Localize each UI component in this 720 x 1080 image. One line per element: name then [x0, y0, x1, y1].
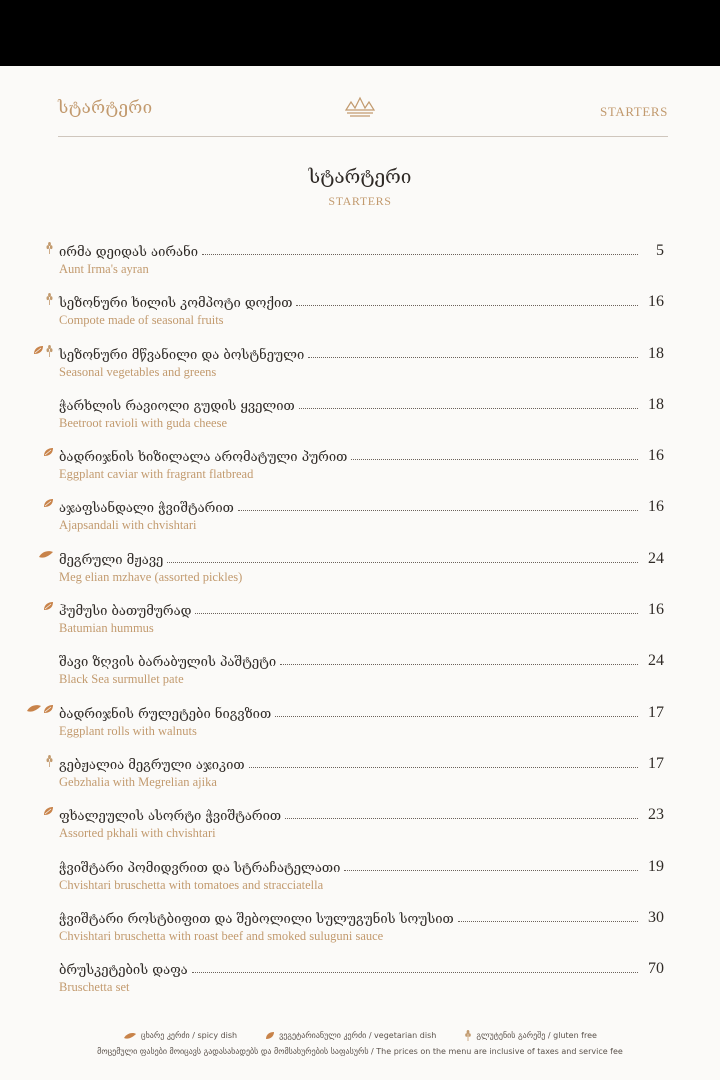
- legend-spicy: [123, 1031, 237, 1040]
- dish-name-en: Compote made of seasonal fruits: [59, 313, 224, 328]
- dot-leader: [308, 357, 638, 358]
- dish-line: [59, 494, 664, 516]
- dish-name-en: Eggplant caviar with fragrant flatbread: [59, 467, 254, 482]
- dish-line: [59, 289, 664, 311]
- legend: [0, 1030, 720, 1041]
- header-title-ka: სტარტერი: [58, 98, 153, 118]
- vegetarian-leaf-icon: [265, 1031, 275, 1040]
- menu-item: [0, 392, 720, 443]
- dot-leader: [202, 254, 638, 255]
- spicy-pepper-icon: [123, 1032, 137, 1040]
- spicy-pepper-icon: [38, 550, 54, 559]
- menu-item: [0, 956, 720, 1007]
- price-note: მოცემული ფასები მოიცავს გადასახადებს და მომსახურების საფასურს / The prices on the menu are inclusive of taxes and service fee: [97, 1047, 623, 1056]
- dish-name-ka: ჰუმუსი ბათუმურად: [59, 604, 192, 620]
- dish-icons: [45, 242, 54, 254]
- section-title-ka: სტარტერი: [308, 166, 412, 188]
- wheat-icon: [45, 242, 54, 254]
- dot-leader: [351, 459, 638, 460]
- dish-name-en: Chvishtari bruschetta with tomatoes and stracciatella: [59, 877, 324, 892]
- dish-name-en: Chvishtari bruschetta with roast beef and smoked suluguni sauce: [59, 928, 384, 943]
- dot-leader: [285, 818, 638, 819]
- section-title-en: STARTERS: [328, 194, 392, 208]
- dish-price: 18: [648, 395, 664, 413]
- menu-list: [0, 238, 720, 1007]
- vegetarian-leaf-icon: [43, 806, 54, 816]
- dot-leader: [238, 510, 638, 511]
- dish-line: [59, 854, 664, 876]
- dot-leader: [344, 870, 638, 871]
- dish-price: 16: [648, 293, 664, 311]
- menu-item: [0, 546, 720, 597]
- legend-vegetarian: [265, 1031, 436, 1040]
- dish-name-en: Gebzhalia with Megrelian ajika: [59, 774, 217, 789]
- dish-name-ka: ბადრიჯნის რულეტები ნიგვზით: [59, 706, 272, 722]
- dot-leader: [195, 613, 638, 614]
- menu-item: [0, 238, 720, 289]
- menu-item: [0, 648, 720, 699]
- dish-price: 18: [648, 344, 664, 362]
- dish-price: 16: [648, 447, 664, 465]
- dish-price: 16: [648, 498, 664, 516]
- dot-leader: [249, 767, 638, 768]
- page-header: [58, 88, 668, 137]
- wheat-icon: [464, 1030, 472, 1041]
- dish-line: [59, 700, 664, 722]
- dish-price: 23: [648, 806, 664, 824]
- dish-icons: [43, 447, 54, 457]
- wheat-icon: [45, 293, 54, 305]
- dot-leader: [275, 716, 638, 717]
- menu-item: [0, 443, 720, 494]
- dish-name-ka: სეზონური ხილის კომპოტი დოქით: [59, 296, 293, 312]
- dish-name-en: Beetroot ravioli with guda cheese: [59, 415, 227, 430]
- dish-price: 30: [648, 908, 664, 926]
- dish-line: [59, 751, 664, 773]
- dish-icons: [43, 498, 54, 508]
- dish-name-ka: ფხალეულის ასორტი ჭვიშტარით: [59, 809, 282, 825]
- dish-name-ka: სეზონური მწვანილი და ბოსტნეული: [59, 347, 305, 363]
- dish-name-ka: ბადრიჯნის ხიზილალა არომატული პურით: [59, 450, 348, 466]
- vegetarian-leaf-icon: [43, 704, 54, 714]
- dish-price: 17: [648, 703, 664, 721]
- footer: [0, 1030, 720, 1056]
- dish-line: [59, 597, 664, 619]
- menu-item: [0, 341, 720, 392]
- dot-leader: [299, 408, 638, 409]
- dish-name-ka: მეგრული მჟავე: [59, 552, 164, 568]
- dish-line: [59, 802, 664, 824]
- dish-name-ka: გებჟალია მეგრული აჯიკით: [59, 757, 245, 773]
- dish-price: 24: [648, 652, 664, 670]
- dish-line: [59, 443, 664, 465]
- dish-price: 19: [648, 857, 664, 875]
- menu-item: [0, 751, 720, 802]
- menu-page: [0, 66, 720, 1080]
- dot-leader: [296, 305, 638, 306]
- legend-spicy-label: ცხარე კერძი / spicy dish: [141, 1031, 238, 1040]
- menu-item: [0, 802, 720, 853]
- legend-gluten-free: [464, 1030, 597, 1041]
- dish-line: [59, 956, 664, 978]
- dish-name-ka: ირმა დეიდას აირანი: [59, 245, 198, 260]
- dish-price: 16: [648, 601, 664, 619]
- dish-name-en: Batumian hummus: [59, 621, 154, 636]
- vegetarian-leaf-icon: [43, 498, 54, 508]
- dish-icons: [43, 601, 54, 611]
- dish-name-ka: ჭვიშტარი პომიდვრით და სტრაჩატელათი: [59, 860, 341, 876]
- dish-name-en: Aunt Irma's ayran: [59, 262, 149, 276]
- menu-item: [0, 700, 720, 751]
- menu-item: [0, 494, 720, 545]
- dish-name-en: Assorted pkhali with chvishtari: [59, 826, 216, 841]
- dish-icons: [38, 550, 54, 559]
- wheat-icon: [45, 345, 54, 357]
- dot-leader: [280, 664, 638, 665]
- vegetarian-leaf-icon: [33, 345, 44, 357]
- dish-name-en: Bruschetta set: [59, 980, 130, 995]
- menu-item: [0, 597, 720, 648]
- dish-name-en: Eggplant rolls with walnuts: [59, 723, 197, 738]
- legend-vegetarian-label: ვეგეტარიანული კერძი / vegetarian dish: [279, 1031, 437, 1040]
- vegetarian-leaf-icon: [43, 601, 54, 611]
- dish-icons: [33, 345, 54, 357]
- dish-icons: [43, 806, 54, 816]
- dish-price: 17: [648, 754, 664, 772]
- dish-line: [59, 392, 664, 414]
- dish-line: [59, 905, 664, 927]
- wheat-icon: [45, 755, 54, 767]
- dot-leader: [192, 972, 638, 973]
- dish-line: [59, 341, 664, 363]
- dish-price: 24: [648, 549, 664, 567]
- dot-leader: [458, 921, 638, 922]
- legend-gluten-free-label: გლუტენის გარეშე / gluten free: [476, 1031, 597, 1040]
- dish-icons: [26, 704, 54, 714]
- dish-name-ka: ჭარხლის რავიოლი გუდის ყველით: [59, 398, 295, 414]
- vegetarian-leaf-icon: [43, 447, 54, 457]
- dish-name-en: Black Sea surmullet pate: [59, 672, 184, 687]
- spicy-pepper-icon: [26, 704, 42, 714]
- dish-line: [59, 648, 664, 670]
- dish-name-ka: აჯაფსანდალი ჭვიშტარით: [59, 501, 234, 517]
- dish-name-en: Meg elian mzhave (assorted pickles): [59, 569, 243, 584]
- dot-leader: [167, 562, 638, 563]
- dish-line: [59, 238, 664, 260]
- menu-item: [0, 289, 720, 340]
- dish-line: [59, 546, 664, 568]
- dish-name-en: Ajapsandali with chvishtari: [59, 518, 197, 533]
- dish-name-ka: ბრუსკეტების დაფა: [59, 963, 188, 979]
- dish-name-ka: ჭვიშტარი როსტბიფით და შებოლილი სულუგუნის სოუსით: [59, 911, 454, 927]
- dish-icons: [45, 755, 54, 767]
- menu-item: [0, 905, 720, 956]
- crown-logo-icon: [340, 94, 380, 122]
- header-title-en: STARTERS: [600, 104, 668, 119]
- dish-name-ka: შავი ზღვის ბარაბულის პაშტეტი: [59, 655, 277, 671]
- menu-item: [0, 854, 720, 905]
- dish-price: 5: [656, 242, 664, 259]
- dish-name-en: Seasonal vegetables and greens: [59, 364, 217, 379]
- top-black-bar: [0, 0, 720, 66]
- dish-icons: [45, 293, 54, 305]
- dish-price: 70: [648, 960, 664, 978]
